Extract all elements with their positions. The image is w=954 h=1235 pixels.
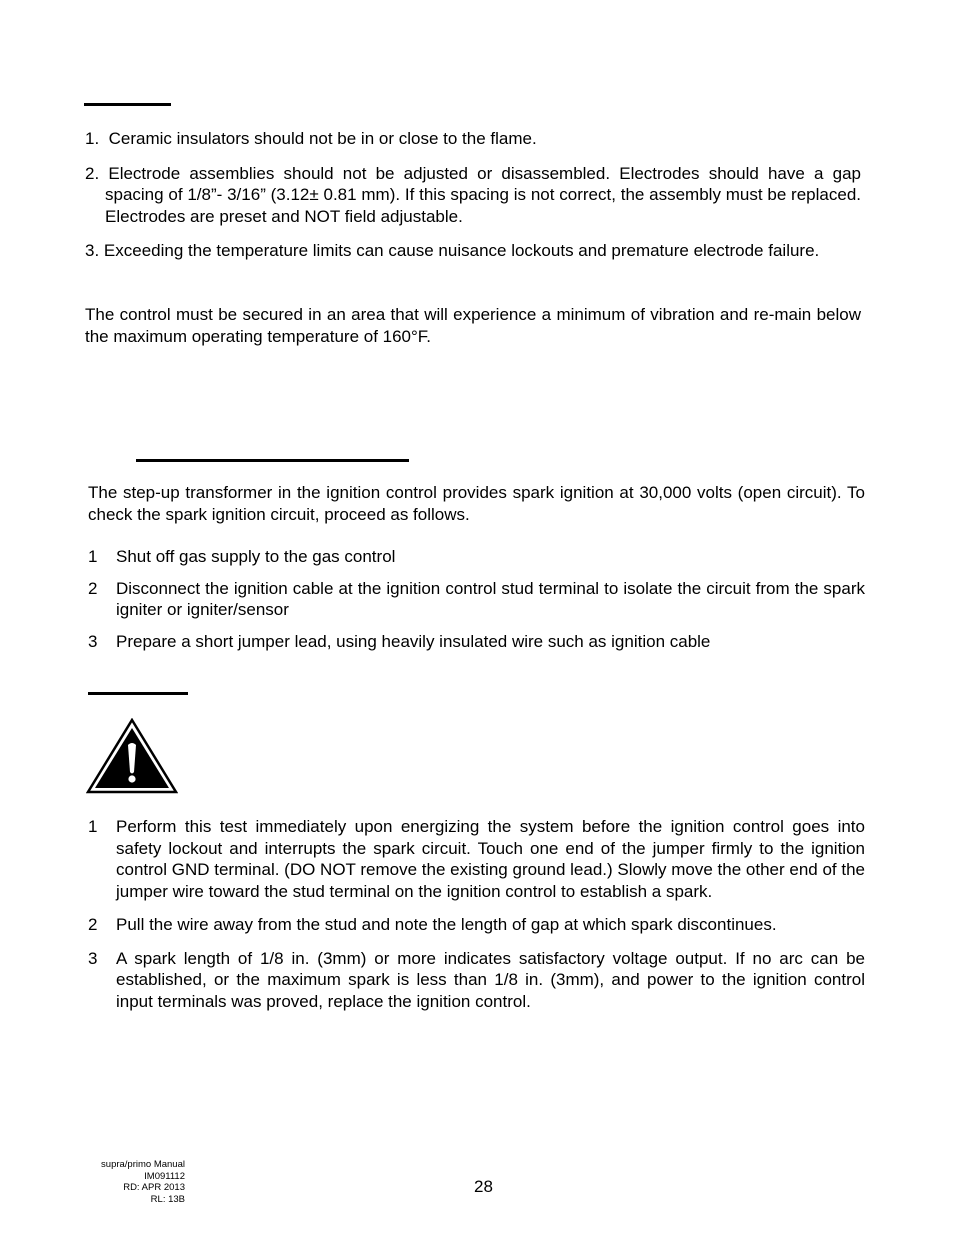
list-item-text: Ceramic insulators should not be in or close to the flame. (108, 129, 537, 148)
footer-revision-level: RL: 13B (150, 1193, 185, 1205)
list-item (85, 163, 861, 228)
list-item-text: Perform this test immediately upon energizing the system before the ignition control goes into safety lockout and interrupts the spark circuit. Touch one end of the jumper firmly to the ignition control GND terminal. (DO NOT remove the existing ground lead.) Slowly move the other end of the jumper wire toward the stud terminal on the ignition control to establish a spark. (116, 817, 865, 901)
list-item-number: 2. (85, 163, 100, 183)
list-item (88, 914, 865, 936)
list-item-text: A spark length of 1/8 in. (3mm) or more indicates satisfactory voltage output. If no arc can be established, or the maximum spark is less than 1/8 in. (3mm), and power to the ignition control input terminals was proved, replace the ignition control. (116, 948, 865, 1011)
notes-list (85, 128, 861, 262)
footer-revision-date: RD: APR 2013 (123, 1182, 185, 1193)
list-item-number: 2 (88, 915, 98, 934)
list-item-number: 2 (88, 578, 98, 598)
warning-triangle-icon (86, 718, 178, 794)
mounting-paragraph: The control must be secured in an area that will experience a minimum of vibration and re-main below the maximum operating temperature of 160°F. (85, 305, 861, 346)
list-item (88, 578, 865, 621)
spark-test-list (88, 816, 865, 1012)
list-item (85, 240, 861, 262)
list-item-text: Prepare a short jumper lead, using heavily insulated wire such as ignition cable (116, 631, 711, 651)
list-item-number: 1. (85, 129, 100, 148)
list-item-text: Shut off gas supply to the gas control (116, 547, 396, 566)
list-item-number: 3 (88, 948, 98, 968)
section-heading-rule (136, 459, 409, 462)
list-item (88, 816, 865, 902)
procedure-list (88, 546, 865, 652)
footer-doc-number: IM091112 (144, 1170, 185, 1182)
list-item-number: 1 (88, 547, 98, 566)
section-heading-rule (88, 692, 188, 695)
list-item (85, 128, 861, 150)
intro-paragraph: The step-up transformer in the ignition control provides spark ignition at 30,000 volts (open circuit). To check the spark ignition circuit, proceed as follows. (88, 483, 865, 524)
page-number: 28 (474, 1177, 493, 1196)
list-item-text: Electrode assemblies should not be adjusted or disassembled. Electrodes should have a gap spacing of 1/8”- 3/16” (3.12± 0.81 mm). If this spacing is not correct, the assembly must be replaced. Electrodes are preset and NOT field adjustable. (105, 163, 861, 226)
footer-doc-info (25, 1159, 185, 1205)
list-item-number: 3 (88, 631, 98, 651)
list-item-number: 3. (85, 241, 100, 260)
list-item-text: Exceeding the temperature limits can cause nuisance lockouts and premature electrode failure. (103, 241, 820, 260)
list-item (88, 948, 865, 1013)
footer-manual-name: supra/primo Manual (101, 1159, 185, 1170)
section-heading-rule (84, 103, 171, 106)
list-item-number: 1 (88, 817, 98, 836)
list-item-text: Disconnect the ignition cable at the ignition control stud terminal to isolate the circuit from the spark igniter or igniter/sensor (116, 578, 865, 619)
list-item (88, 631, 865, 653)
list-item-text: Pull the wire away from the stud and note the length of gap at which spark discontinues. (116, 915, 777, 934)
list-item (88, 546, 865, 568)
